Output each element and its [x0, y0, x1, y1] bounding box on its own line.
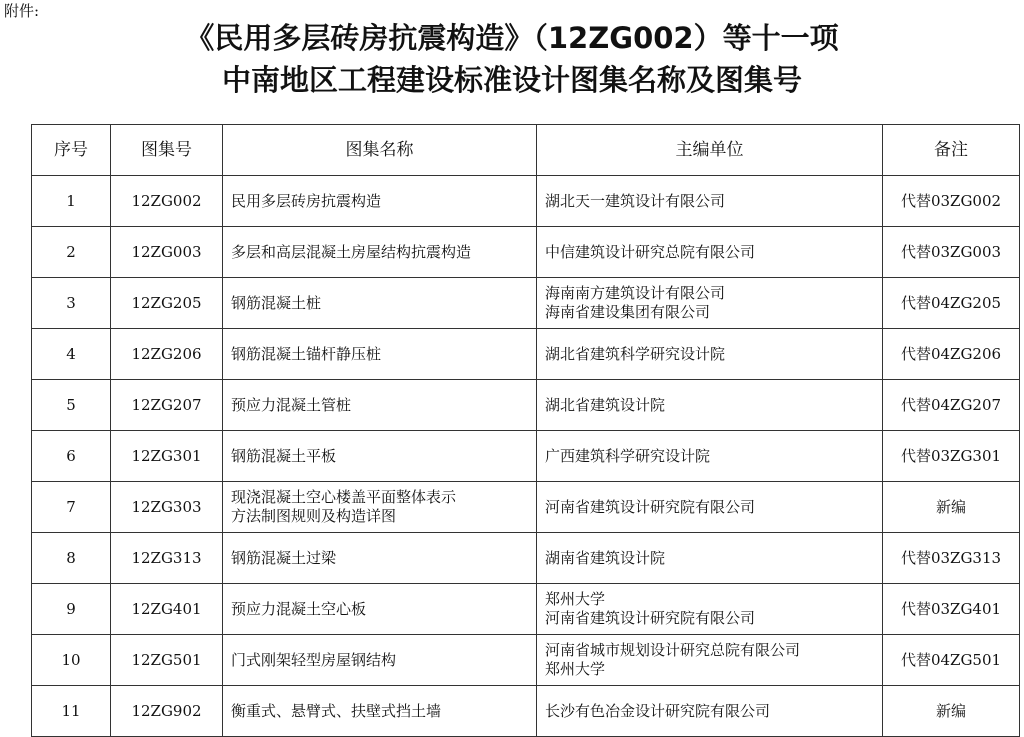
- atlas-table: [31, 124, 1020, 737]
- cell-code: 12ZG301: [111, 431, 223, 482]
- header-code: 图集号: [111, 125, 223, 176]
- cell-index: 4: [32, 329, 111, 380]
- cell-name: [223, 482, 537, 533]
- table-row: [32, 533, 1020, 584]
- cell-unit-line: 海南省建设集团有限公司: [545, 303, 711, 321]
- table-header-row: [32, 125, 1020, 176]
- cell-code: 12ZG002: [111, 176, 223, 227]
- table-row: [32, 176, 1020, 227]
- cell-name: [223, 380, 537, 431]
- cell-name: [223, 329, 537, 380]
- cell-unit: [537, 176, 883, 227]
- table-row: [32, 482, 1020, 533]
- cell-note: 代替03ZG313: [883, 533, 1020, 584]
- cell-name-line: 现浇混凝土空心楼盖平面整体表示: [231, 488, 457, 506]
- cell-name: [223, 533, 537, 584]
- cell-code: 12ZG205: [111, 278, 223, 329]
- cell-note: 代替03ZG301: [883, 431, 1020, 482]
- cell-name-line: 衡重式、悬臂式、扶壁式挡土墙: [231, 701, 442, 720]
- cell-unit-line: 中信建筑设计研究总院有限公司: [545, 242, 756, 261]
- table-row: [32, 431, 1020, 482]
- table-row: [32, 635, 1020, 686]
- cell-index: 3: [32, 278, 111, 329]
- cell-unit: [537, 227, 883, 278]
- table-row: [32, 686, 1020, 737]
- cell-unit-line: 郑州大学: [545, 660, 606, 678]
- cell-note: 代替03ZG002: [883, 176, 1020, 227]
- cell-code: 12ZG902: [111, 686, 223, 737]
- cell-note: 代替03ZG401: [883, 584, 1020, 635]
- document-title-line-2: 中南地区工程建设标准设计图集名称及图集号: [221, 63, 802, 97]
- cell-unit-line: 湖北天一建筑设计有限公司: [545, 191, 726, 210]
- cell-name-line: 预应力混凝土管桩: [231, 395, 352, 414]
- cell-unit: [537, 431, 883, 482]
- cell-index: 5: [32, 380, 111, 431]
- cell-name: [223, 431, 537, 482]
- cell-code: 12ZG207: [111, 380, 223, 431]
- cell-name-line: 多层和高层混凝土房屋结构抗震构造: [231, 242, 472, 261]
- table-row: [32, 278, 1020, 329]
- cell-unit-line: 湖北省建筑设计院: [545, 395, 666, 414]
- cell-unit-line: 河南省建筑设计研究院有限公司: [545, 609, 756, 627]
- table-row: [32, 584, 1020, 635]
- cell-unit-line: 湖南省建筑设计院: [545, 548, 666, 567]
- cell-code: 12ZG401: [111, 584, 223, 635]
- cell-code: 12ZG206: [111, 329, 223, 380]
- cell-unit-line: 河南省城市规划设计研究总院有限公司: [545, 641, 801, 659]
- cell-index: 9: [32, 584, 111, 635]
- header-unit: 主编单位: [537, 125, 883, 176]
- cell-note: 代替03ZG003: [883, 227, 1020, 278]
- cell-unit: [537, 686, 883, 737]
- cell-code: 12ZG313: [111, 533, 223, 584]
- cell-name-line: 钢筋混凝土平板: [231, 446, 337, 465]
- header-name: 图集名称: [223, 125, 537, 176]
- cell-name-line: 预应力混凝土空心板: [231, 599, 367, 618]
- cell-unit: [537, 482, 883, 533]
- table-body: [32, 176, 1020, 737]
- cell-unit-line: 长沙有色冶金设计研究院有限公司: [545, 701, 771, 720]
- cell-index: 11: [32, 686, 111, 737]
- table-row: [32, 380, 1020, 431]
- cell-unit: [537, 635, 883, 686]
- cell-code: 12ZG303: [111, 482, 223, 533]
- cell-note: 代替04ZG207: [883, 380, 1020, 431]
- cell-name-line: 门式刚架轻型房屋钢结构: [231, 650, 397, 669]
- attachment-label: 附件:: [4, 2, 40, 20]
- cell-code: 12ZG501: [111, 635, 223, 686]
- cell-unit: [537, 380, 883, 431]
- cell-unit-line: 湖北省建筑科学研究设计院: [545, 344, 726, 363]
- cell-note: 新编: [883, 482, 1020, 533]
- cell-unit-line: 广西建筑科学研究设计院: [545, 446, 711, 465]
- cell-name: [223, 686, 537, 737]
- table-row: [32, 227, 1020, 278]
- cell-unit-line: 河南省建筑设计研究院有限公司: [545, 497, 756, 516]
- cell-name-line: 钢筋混凝土锚杆静压桩: [231, 344, 382, 363]
- cell-index: 7: [32, 482, 111, 533]
- cell-name-line: 民用多层砖房抗震构造: [231, 191, 382, 210]
- cell-index: 10: [32, 635, 111, 686]
- cell-index: 2: [32, 227, 111, 278]
- header-index: 序号: [32, 125, 111, 176]
- cell-unit-line: 海南南方建筑设计有限公司: [545, 284, 726, 302]
- cell-name-line: 钢筋混凝土桩: [231, 293, 322, 312]
- cell-index: 8: [32, 533, 111, 584]
- cell-index: 1: [32, 176, 111, 227]
- cell-note: 代替04ZG205: [883, 278, 1020, 329]
- cell-code: 12ZG003: [111, 227, 223, 278]
- cell-name-line: 方法制图规则及构造详图: [231, 507, 397, 525]
- cell-unit-line: 郑州大学: [545, 590, 606, 608]
- cell-name: [223, 278, 537, 329]
- header-note: 备注: [883, 125, 1020, 176]
- cell-note: 代替04ZG206: [883, 329, 1020, 380]
- cell-name: [223, 176, 537, 227]
- cell-name-line: 钢筋混凝土过梁: [231, 548, 337, 567]
- cell-name: [223, 227, 537, 278]
- cell-unit: [537, 329, 883, 380]
- cell-unit: [537, 584, 883, 635]
- cell-unit: [537, 533, 883, 584]
- document-title-line-1: 《民用多层砖房抗震构造》（12ZG002）等十一项: [185, 21, 839, 55]
- cell-index: 6: [32, 431, 111, 482]
- cell-note: 新编: [883, 686, 1020, 737]
- table-row: [32, 329, 1020, 380]
- cell-name: [223, 635, 537, 686]
- cell-name: [223, 584, 537, 635]
- cell-unit: [537, 278, 883, 329]
- cell-note: 代替04ZG501: [883, 635, 1020, 686]
